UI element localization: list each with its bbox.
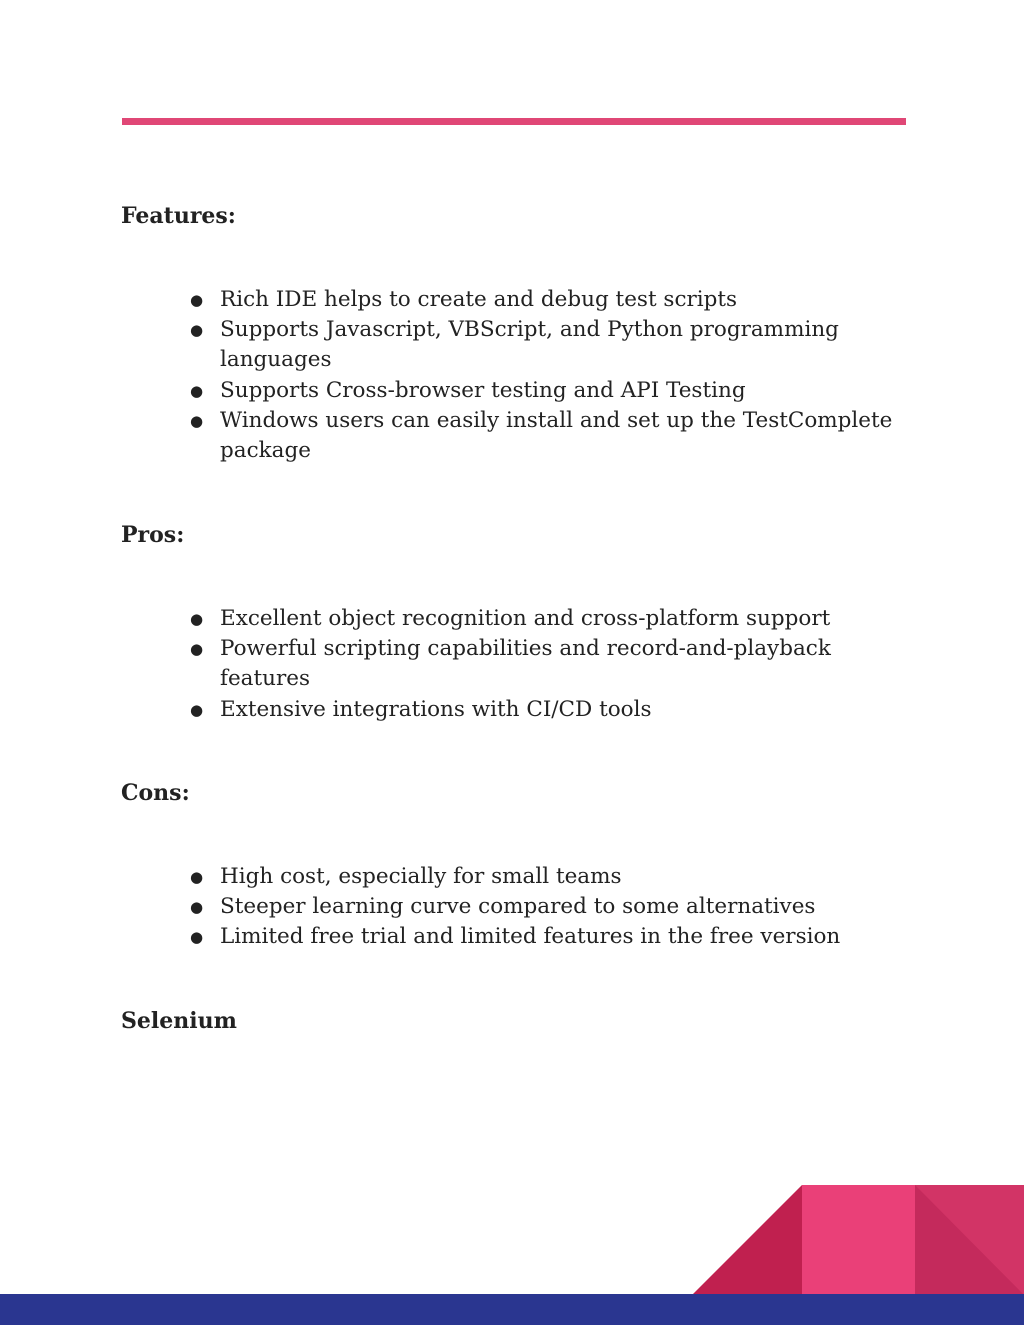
list-item: ● Windows users can easily install and set up the TestComplete package [190, 406, 910, 466]
list-item: ● Powerful scripting capabilities and record-and-playback features [190, 634, 910, 694]
selenium-heading: Selenium [121, 1008, 237, 1034]
cons-heading: Cons: [121, 780, 190, 806]
list-item: ● Rich IDE helps to create and debug test scripts [190, 285, 910, 315]
list-item: ● Steeper learning curve compared to some alternatives [190, 892, 910, 922]
list-item: ● Excellent object recognition and cross-platform support [190, 604, 910, 634]
features-heading: Features: [121, 203, 236, 229]
list-item: ● Limited free trial and limited features in the free version [190, 922, 910, 952]
list-item: ● Supports Javascript, VBScript, and Python programming languages [190, 315, 910, 375]
footer-bar [0, 1294, 1024, 1325]
list-item: ● Extensive integrations with CI/CD tools [190, 695, 910, 725]
list-item: ● Supports Cross-browser testing and API Testing [190, 376, 910, 406]
pros-heading: Pros: [121, 522, 185, 548]
list-item: ● High cost, especially for small teams [190, 862, 910, 892]
